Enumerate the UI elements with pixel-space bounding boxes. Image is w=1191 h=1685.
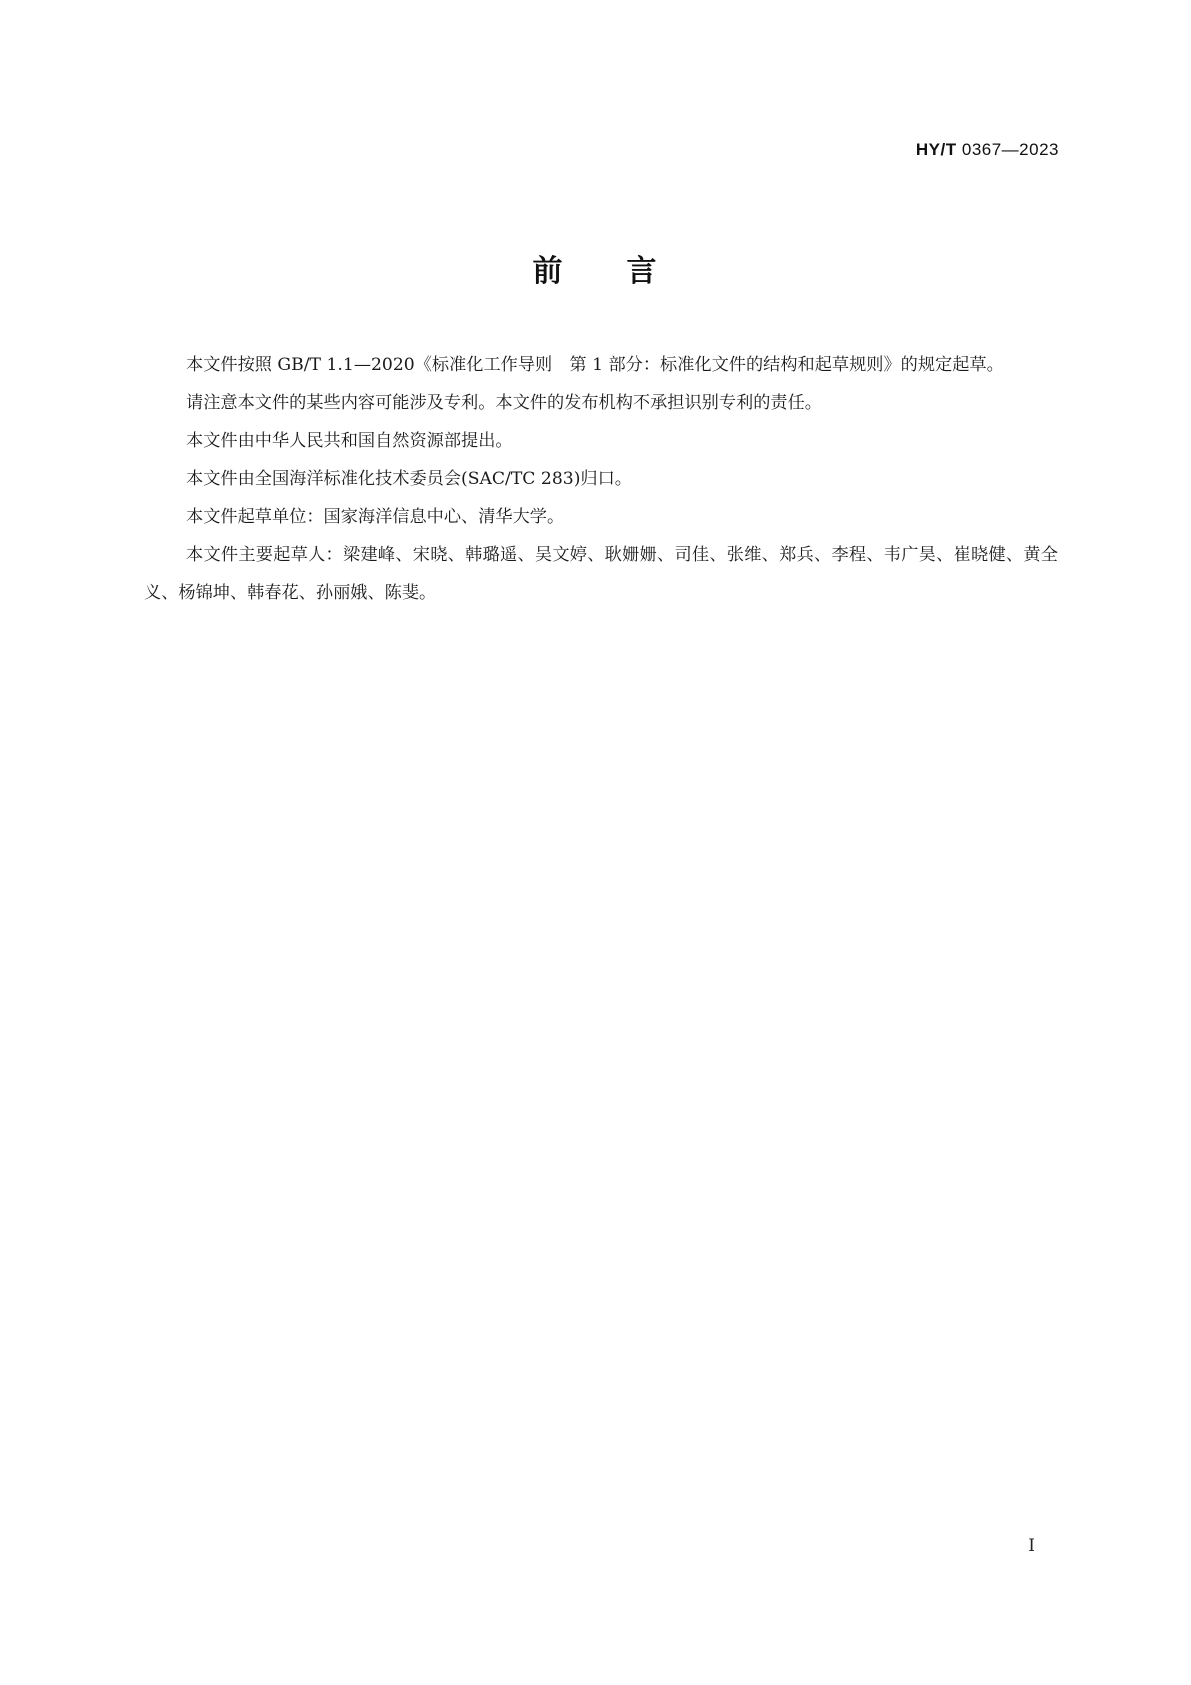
- page-number: I: [1028, 1536, 1035, 1556]
- foreword-body: [144, 346, 1058, 612]
- paragraph-proposer: 本文件由中华人民共和国自然资源部提出。: [186, 431, 513, 451]
- paragraph-drafting-units: 本文件起草单位：国家海洋信息中心、清华大学。: [186, 507, 565, 527]
- title-char-2: 言: [626, 254, 659, 289]
- paragraph-patent-notice: 请注意本文件的某些内容可能涉及专利。本文件的发布机构不承担识别专利的责任。: [186, 393, 822, 413]
- paragraph-committee: 本文件由全国海洋标准化技术委员会(SAC/TC 283)归口。: [186, 469, 632, 489]
- standard-number: 0367—2023: [961, 140, 1059, 159]
- standard-code: [916, 140, 1059, 160]
- paragraph-drafting-rules: 本文件按照 GB/T 1.1—2020《标准化工作导则 第 1 部分：标准化文件的结构和起草规则》的规定起草。: [186, 355, 1004, 375]
- paragraph-drafters: 本文件主要起草人：梁建峰、宋晓、韩璐遥、吴文婷、耿姗姗、司佳、张维、郑兵、李程、韦广昊、崔晓健、黄全义、杨锦坤、韩春花、孙丽娥、陈斐。: [144, 545, 1058, 603]
- standard-prefix: HY/T: [915, 140, 957, 159]
- page-title: [0, 246, 1191, 290]
- title-char-1: 前: [532, 254, 565, 289]
